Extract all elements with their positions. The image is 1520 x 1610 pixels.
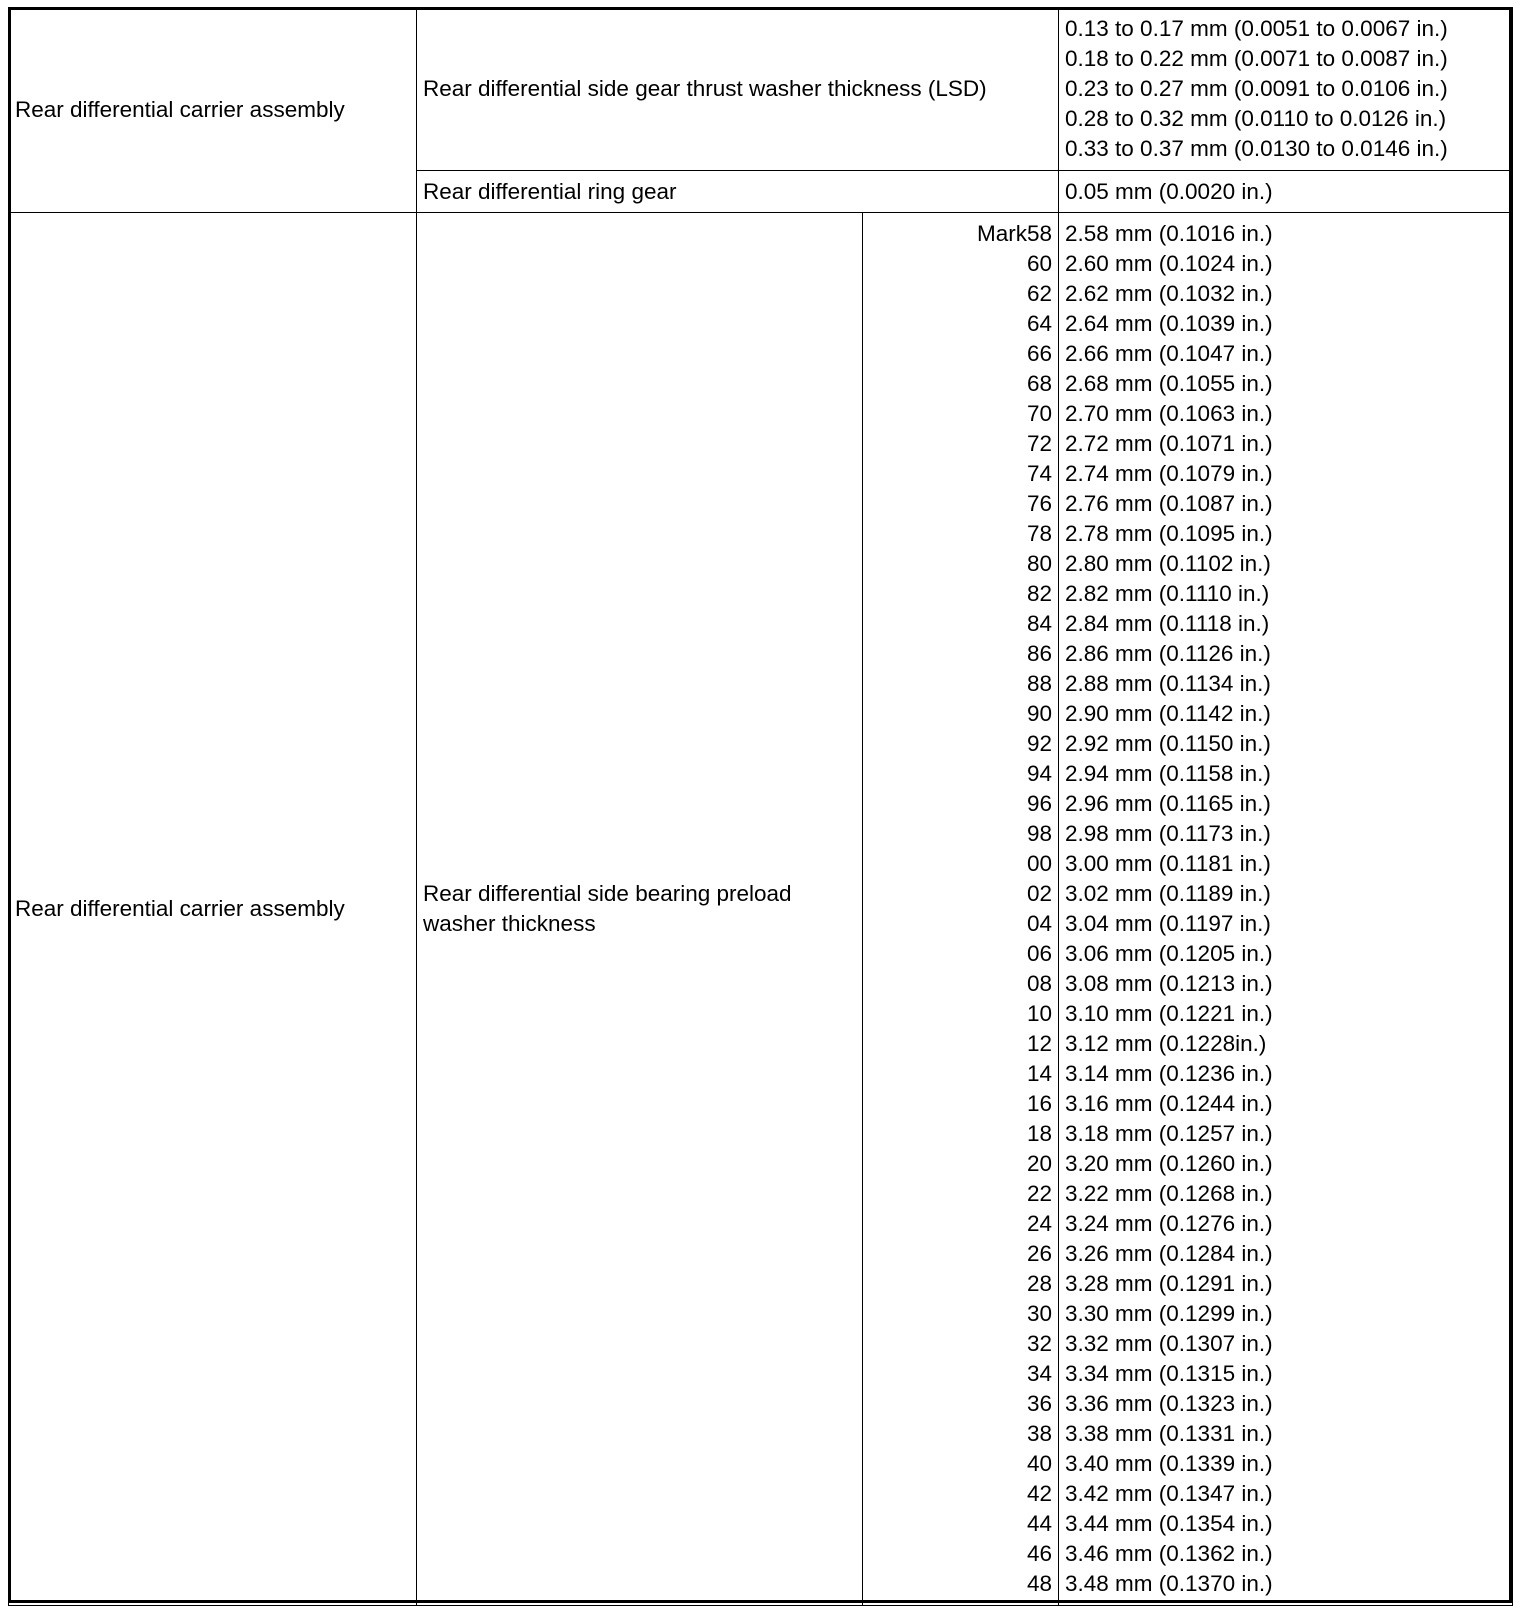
- value-line: 2.80 mm (0.1102 in.): [1065, 551, 1271, 576]
- value-line: 3.24 mm (0.1276 in.): [1065, 1211, 1273, 1236]
- mark-label: 10: [1026, 1001, 1052, 1026]
- value-line: 0.13 to 0.17 mm (0.0051 to 0.0067 in.): [1065, 16, 1448, 41]
- mark-label: 36: [1026, 1391, 1052, 1416]
- values-cell: [1059, 8, 1513, 171]
- value-line: 3.18 mm (0.1257 in.): [1065, 1121, 1273, 1146]
- value-line: 0.28 to 0.32 mm (0.0110 to 0.0126 in.): [1065, 106, 1447, 131]
- value-line: 2.98 mm (0.1173 in.): [1065, 821, 1271, 846]
- specification-table: [8, 7, 1513, 1606]
- value-line: 3.40 mm (0.1339 in.): [1065, 1451, 1273, 1476]
- component-label: Rear differential carrier assembly: [15, 896, 345, 921]
- mark-label: 98: [1026, 821, 1052, 846]
- value-line: 2.58 mm (0.1016 in.): [1065, 221, 1273, 246]
- mark-label: 74: [1026, 461, 1052, 486]
- mark-label: 94: [1026, 761, 1052, 786]
- mark-label: 46: [1026, 1541, 1052, 1566]
- mark-label: 70: [1026, 401, 1052, 426]
- mark-label: 88: [1026, 671, 1052, 696]
- value-line: 3.30 mm (0.1299 in.): [1065, 1301, 1273, 1326]
- mark-label: 64: [1026, 311, 1052, 336]
- mark-label: 28: [1026, 1271, 1052, 1296]
- mark-label: 84: [1026, 611, 1052, 636]
- value-line: 2.94 mm (0.1158 in.): [1065, 761, 1271, 786]
- value-line: 3.38 mm (0.1331 in.): [1065, 1421, 1273, 1446]
- mark-label: 38: [1026, 1421, 1052, 1446]
- value-line: 0.23 to 0.27 mm (0.0091 to 0.0106 in.): [1065, 76, 1448, 101]
- value-line: 0.18 to 0.22 mm (0.0071 to 0.0087 in.): [1065, 46, 1448, 71]
- mark-label: 24: [1026, 1211, 1052, 1236]
- item-cell: [417, 213, 863, 1606]
- mark-label: 12: [1026, 1031, 1052, 1056]
- item-label-line-1: Rear differential side bearing preload: [423, 881, 792, 906]
- value-line: 0.05 mm (0.0020 in.): [1065, 178, 1273, 204]
- value-line: 2.72 mm (0.1071 in.): [1065, 431, 1273, 456]
- value-line: 2.82 mm (0.1110 in.): [1065, 581, 1270, 606]
- value-line: 3.00 mm (0.1181 in.): [1065, 851, 1271, 876]
- mark-label: 68: [1026, 371, 1052, 396]
- value-line: 2.68 mm (0.1055 in.): [1065, 371, 1273, 396]
- mark-label: 82: [1026, 581, 1052, 606]
- value-line: 2.74 mm (0.1079 in.): [1065, 461, 1273, 486]
- item-cell: [417, 171, 1059, 213]
- item-cell: [417, 8, 1059, 171]
- mark-label: 34: [1026, 1361, 1052, 1386]
- mark-label: 02: [1026, 881, 1052, 906]
- mark-label: 18: [1026, 1121, 1052, 1146]
- value-line: 3.12 mm (0.1228in.): [1065, 1031, 1267, 1056]
- value-line: 2.66 mm (0.1047 in.): [1065, 341, 1273, 366]
- value-line: 2.78 mm (0.1095 in.): [1065, 521, 1273, 546]
- value-line: 3.08 mm (0.1213 in.): [1065, 971, 1273, 996]
- value-line: 3.06 mm (0.1205 in.): [1065, 941, 1273, 966]
- mark-label: 22: [1026, 1181, 1052, 1206]
- mark-label: 48: [1026, 1571, 1052, 1596]
- mark-label: 20: [1026, 1151, 1052, 1176]
- value-line: 3.48 mm (0.1370 in.): [1065, 1571, 1273, 1596]
- value-line: 3.32 mm (0.1307 in.): [1065, 1331, 1273, 1356]
- value-line: 3.26 mm (0.1284 in.): [1065, 1241, 1273, 1266]
- mark-label: 42: [1026, 1481, 1052, 1506]
- mark-label: 26: [1026, 1241, 1052, 1266]
- component-label: Rear differential carrier assembly: [15, 97, 345, 122]
- value-line: 2.76 mm (0.1087 in.): [1065, 491, 1273, 516]
- item-label: Rear differential side gear thrust washer thickness (LSD): [423, 76, 987, 101]
- value-line: 0.33 to 0.37 mm (0.0130 to 0.0146 in.): [1065, 136, 1448, 161]
- mark-label: 14: [1026, 1061, 1052, 1086]
- mark-label: 78: [1026, 521, 1052, 546]
- mark-label: 62: [1026, 281, 1052, 306]
- value-line: 2.92 mm (0.1150 in.): [1065, 731, 1271, 756]
- mark-label: 72: [1026, 431, 1052, 456]
- value-line: 3.04 mm (0.1197 in.): [1065, 911, 1271, 936]
- value-line: 2.90 mm (0.1142 in.): [1065, 701, 1271, 726]
- value-line: 3.34 mm (0.1315 in.): [1065, 1361, 1273, 1386]
- value-line: 2.84 mm (0.1118 in.): [1065, 611, 1270, 636]
- mark-label: 66: [1026, 341, 1052, 366]
- table-row: [9, 213, 1513, 1606]
- value-line: 2.64 mm (0.1039 in.): [1065, 311, 1273, 336]
- value-cell: [1059, 171, 1513, 213]
- value-line: 3.28 mm (0.1291 in.): [1065, 1271, 1273, 1296]
- value-line: 2.96 mm (0.1165 in.): [1065, 791, 1271, 816]
- value-line: 3.22 mm (0.1268 in.): [1065, 1181, 1273, 1206]
- mark-label: 32: [1026, 1331, 1052, 1356]
- component-cell: [9, 213, 417, 1606]
- mark-label: Mark58: [976, 221, 1052, 246]
- component-cell: [9, 8, 417, 213]
- mark-label: 80: [1026, 551, 1052, 576]
- value-line: 2.86 mm (0.1126 in.): [1065, 641, 1271, 666]
- table-row: [9, 8, 1513, 171]
- value-line: 2.88 mm (0.1134 in.): [1065, 671, 1271, 696]
- value-line: 2.62 mm (0.1032 in.): [1065, 281, 1273, 306]
- value-line: 3.44 mm (0.1354 in.): [1065, 1511, 1273, 1536]
- mark-label: 00: [1026, 851, 1052, 876]
- value-line: 3.36 mm (0.1323 in.): [1065, 1391, 1273, 1416]
- item-label-line-2: washer thickness: [423, 911, 596, 936]
- mark-label: 60: [1026, 251, 1052, 276]
- value-line: 3.42 mm (0.1347 in.): [1065, 1481, 1273, 1506]
- mark-label: 44: [1026, 1511, 1052, 1536]
- value-line: 3.10 mm (0.1221 in.): [1065, 1001, 1273, 1026]
- mark-label: 96: [1026, 791, 1052, 816]
- value-line: 3.20 mm (0.1260 in.): [1065, 1151, 1273, 1176]
- value-line: 3.16 mm (0.1244 in.): [1065, 1091, 1273, 1116]
- mark-label: 86: [1026, 641, 1052, 666]
- mark-label: 40: [1026, 1451, 1052, 1476]
- mark-label: 06: [1026, 941, 1052, 966]
- value-line: 3.14 mm (0.1236 in.): [1065, 1061, 1273, 1086]
- value-line: 3.02 mm (0.1189 in.): [1065, 881, 1271, 906]
- item-label: Rear differential ring gear: [423, 178, 677, 204]
- mark-label: 76: [1026, 491, 1052, 516]
- mark-label: 30: [1026, 1301, 1052, 1326]
- value-line: 2.70 mm (0.1063 in.): [1065, 401, 1273, 426]
- values-cell: [1059, 213, 1513, 1606]
- value-line: 3.46 mm (0.1362 in.): [1065, 1541, 1273, 1566]
- mark-label: 92: [1026, 731, 1052, 756]
- mark-label: 04: [1026, 911, 1052, 936]
- mark-label: 16: [1026, 1091, 1052, 1116]
- marks-cell: [863, 213, 1059, 1606]
- mark-label: 90: [1026, 701, 1052, 726]
- value-line: 2.60 mm (0.1024 in.): [1065, 251, 1273, 276]
- mark-label: 08: [1026, 971, 1052, 996]
